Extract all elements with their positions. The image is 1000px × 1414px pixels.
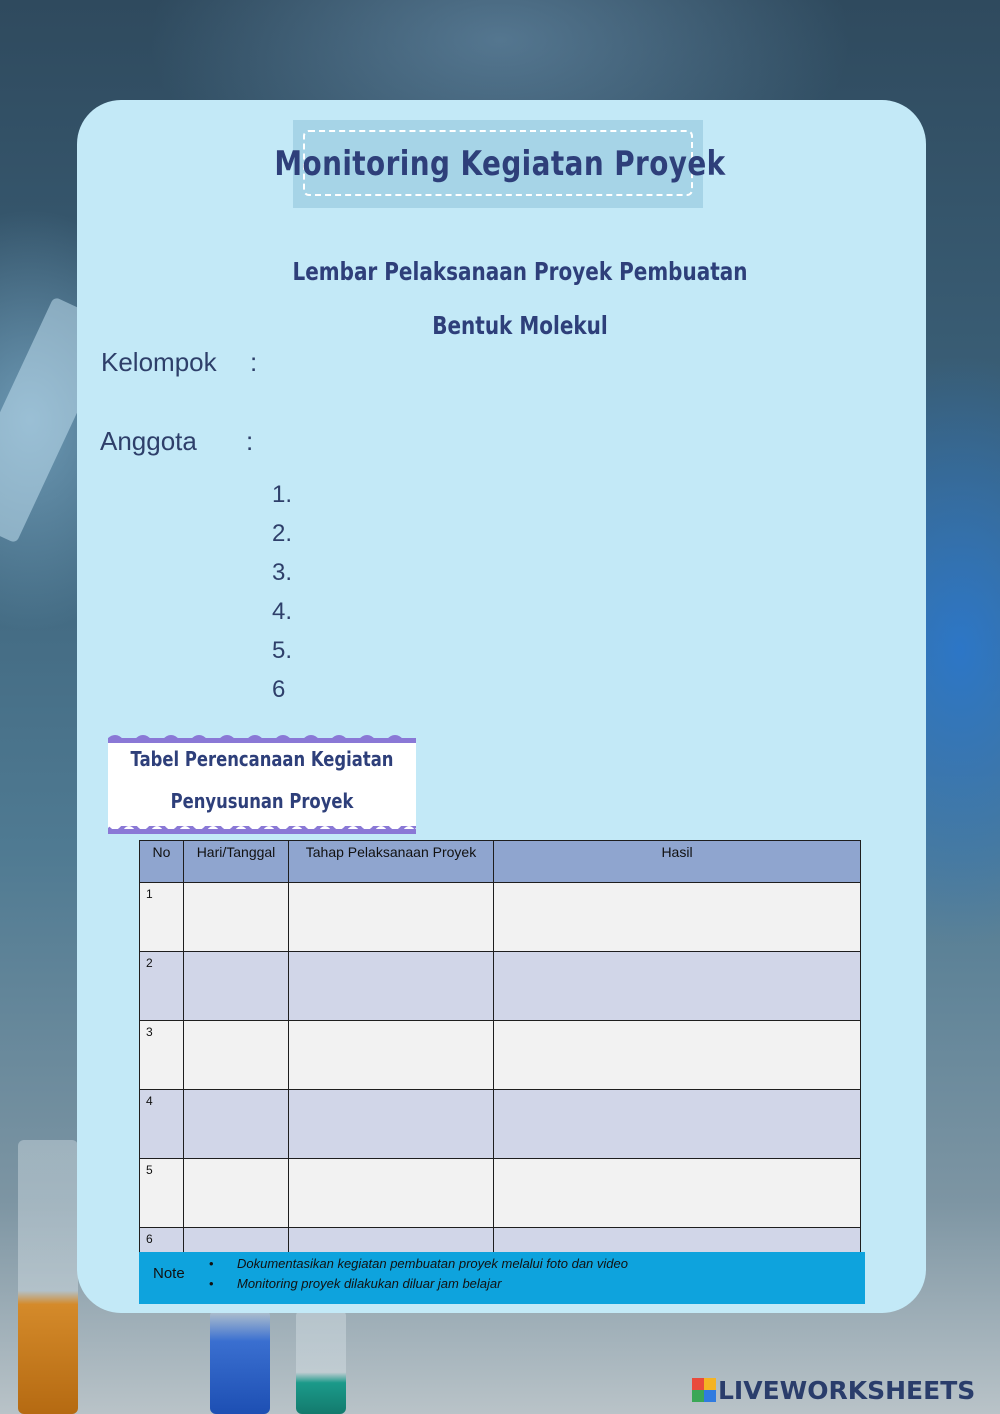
member-number-2: 2. bbox=[272, 520, 293, 547]
liveworksheets-logo-icon bbox=[692, 1378, 716, 1402]
tahap-cell[interactable] bbox=[289, 952, 494, 1021]
planning-table bbox=[139, 840, 861, 1297]
liveworksheets-logo bbox=[692, 1376, 976, 1405]
kelompok-label: Kelompok bbox=[101, 347, 217, 377]
banner-line-1: Tabel Perencanaan Kegiatan bbox=[130, 747, 394, 771]
banner-bottom-wave bbox=[108, 826, 416, 836]
note-bar bbox=[139, 1252, 865, 1304]
member-number-3: 3. bbox=[272, 559, 293, 586]
member-number-5: 5. bbox=[272, 637, 293, 664]
table-row bbox=[140, 883, 861, 952]
row-number: 6 bbox=[140, 1228, 184, 1297]
table-row bbox=[140, 1159, 861, 1228]
background-test-tube-blue bbox=[210, 1310, 270, 1414]
note-list bbox=[209, 1254, 628, 1294]
member-number-4: 4. bbox=[272, 598, 293, 625]
hasil-cell[interactable] bbox=[494, 1090, 861, 1159]
row-number: 2 bbox=[140, 952, 184, 1021]
table-row bbox=[140, 1021, 861, 1090]
anggota-colon: : bbox=[246, 426, 254, 456]
note-item-text: Monitoring proyek dilakukan diluar jam belajar bbox=[237, 1276, 502, 1291]
hari-tanggal-cell[interactable] bbox=[184, 883, 289, 952]
hasil-cell[interactable] bbox=[494, 883, 861, 952]
header-tahap-pelaksanaan: Tahap Pelaksanaan Proyek bbox=[289, 841, 494, 883]
tahap-cell[interactable] bbox=[289, 883, 494, 952]
header-hasil: Hasil bbox=[494, 841, 861, 883]
note-item-text: Dokumentasikan kegiatan pembuatan proyek melalui foto dan video bbox=[237, 1256, 628, 1271]
member-number-1: 1. bbox=[272, 481, 293, 508]
note-item bbox=[209, 1254, 628, 1274]
tahap-cell[interactable] bbox=[289, 1090, 494, 1159]
row-number: 1 bbox=[140, 883, 184, 952]
tahap-cell[interactable] bbox=[289, 1159, 494, 1228]
hari-tanggal-cell[interactable] bbox=[184, 1159, 289, 1228]
subtitle-line-2: Bentuk Molekul bbox=[432, 311, 608, 340]
row-number: 3 bbox=[140, 1021, 184, 1090]
background-test-tube-green bbox=[296, 1310, 346, 1414]
row-number: 5 bbox=[140, 1159, 184, 1228]
bullet-icon: • bbox=[209, 1256, 214, 1271]
background-test-tube-orange bbox=[18, 1140, 78, 1414]
hasil-cell[interactable] bbox=[494, 1021, 861, 1090]
table-header-row bbox=[140, 841, 861, 883]
header-hari-tanggal: Hari/Tanggal bbox=[184, 841, 289, 883]
banner-top-wave bbox=[108, 733, 416, 743]
hari-tanggal-cell[interactable] bbox=[184, 1021, 289, 1090]
member-number-6: 6 bbox=[272, 676, 286, 703]
header-no: No bbox=[140, 841, 184, 883]
tahap-cell[interactable] bbox=[289, 1021, 494, 1090]
subtitle-line-1: Lembar Pelaksanaan Proyek Pembuatan bbox=[292, 257, 748, 286]
anggota-label: Anggota bbox=[100, 426, 197, 456]
kelompok-field[interactable] bbox=[275, 345, 835, 379]
banner-line-2: Penyusunan Proyek bbox=[170, 789, 354, 813]
hasil-cell[interactable] bbox=[494, 1159, 861, 1228]
hari-tanggal-cell[interactable] bbox=[184, 952, 289, 1021]
note-label: Note bbox=[153, 1265, 185, 1282]
page-title: Monitoring Kegiatan Proyek bbox=[274, 144, 726, 184]
table-row bbox=[140, 952, 861, 1021]
note-item bbox=[209, 1274, 628, 1294]
hari-tanggal-cell[interactable] bbox=[184, 1090, 289, 1159]
table-row bbox=[140, 1090, 861, 1159]
liveworksheets-logo-text: LIVEWORKSHEETS bbox=[718, 1376, 976, 1405]
row-number: 4 bbox=[140, 1090, 184, 1159]
kelompok-colon: : bbox=[250, 347, 258, 377]
bullet-icon: • bbox=[209, 1276, 214, 1291]
hasil-cell[interactable] bbox=[494, 952, 861, 1021]
